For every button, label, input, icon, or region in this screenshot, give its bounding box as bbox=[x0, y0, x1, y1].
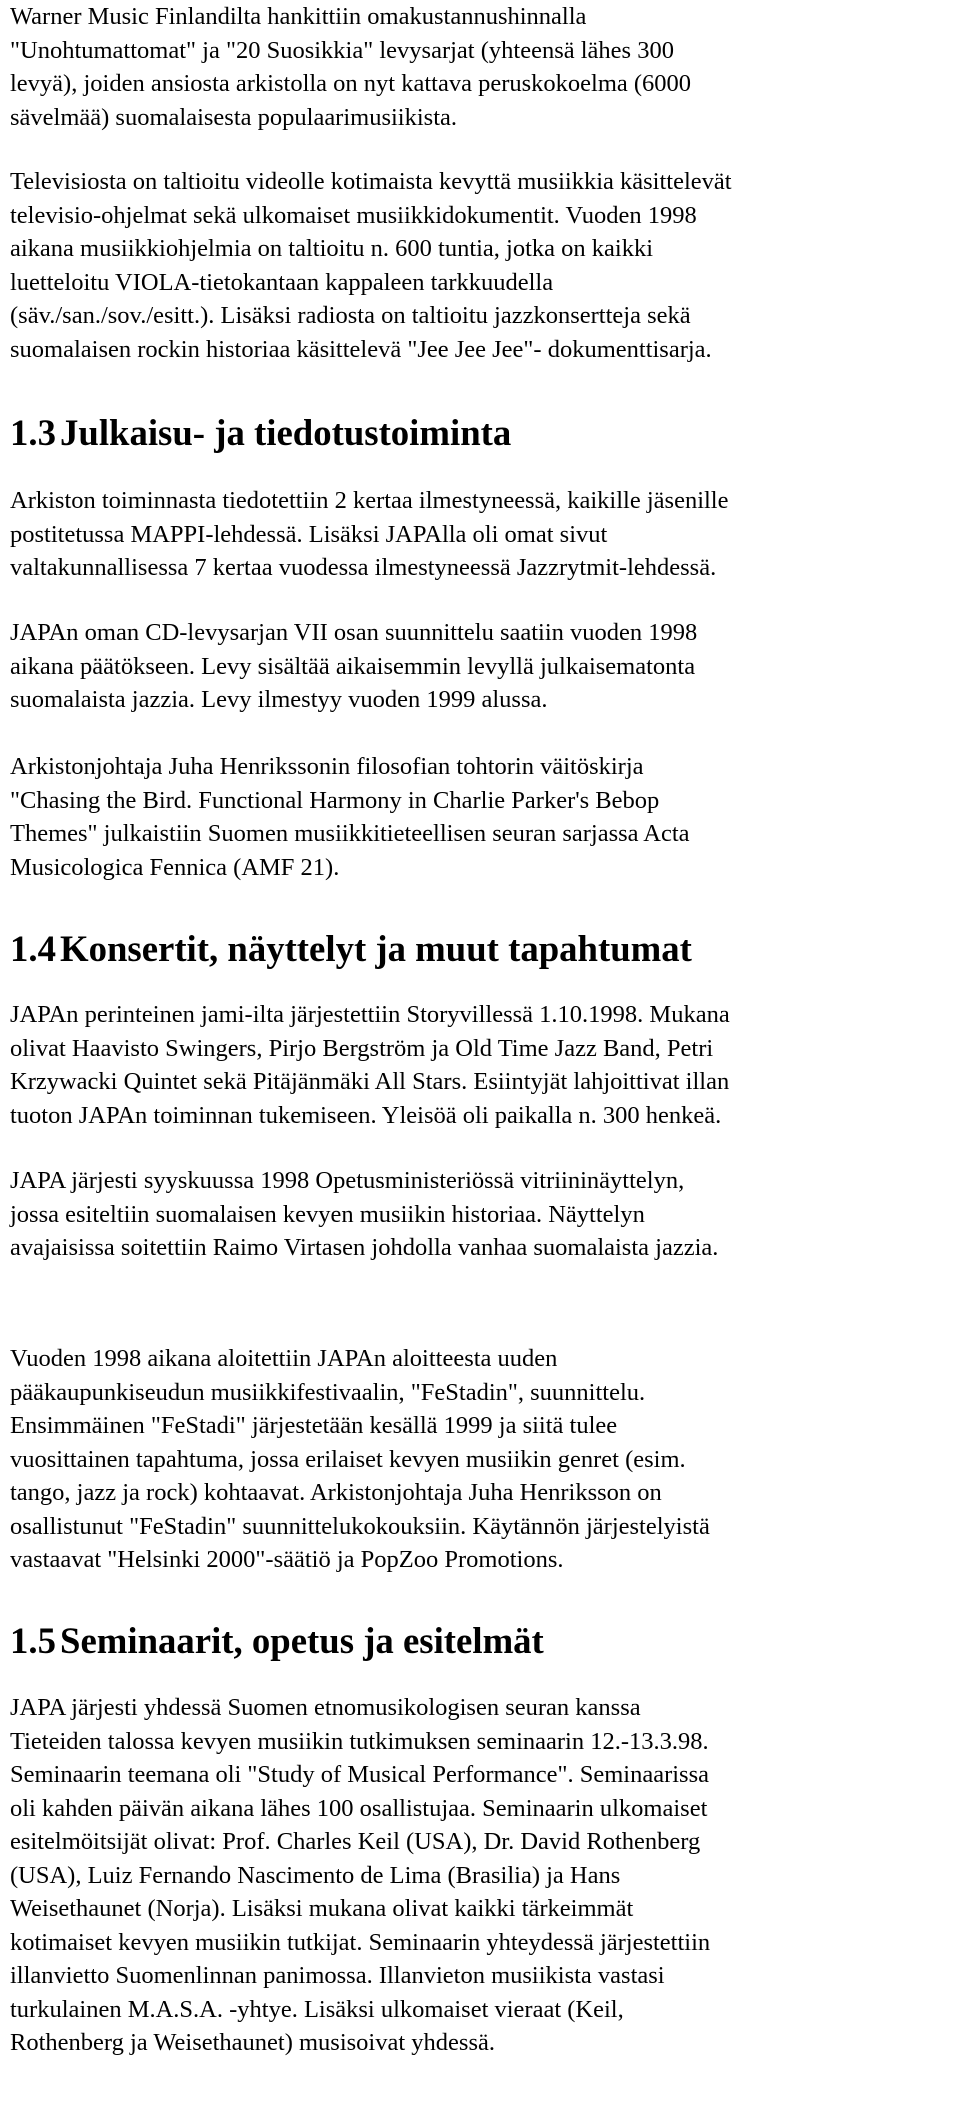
paragraph-dissertation bbox=[10, 750, 690, 884]
text-line: Krzywacki Quintet sekä Pitäjänmäki All Stars. Esiintyjät lahjoittivat illan bbox=[10, 1068, 730, 1095]
section-heading-1-5 bbox=[10, 1620, 544, 1661]
text-line: olivat Haavisto Swingers, Pirjo Bergström ja Old Time Jazz Band, Petri bbox=[10, 1034, 714, 1062]
text-line: sävelmää) suomalaisesta populaarimusiikista. bbox=[10, 103, 458, 131]
text-line: oli kahden päivän aikana lähes 100 osallistujaa. Seminaarin ulkomaiset bbox=[10, 1794, 708, 1822]
text-line: JAPA järjesti yhdessä Suomen etnomusikologisen seuran kanssa bbox=[10, 1694, 641, 1721]
text-line: Seminaarin teemana oli "Study of Musical Performance". Seminaarissa bbox=[10, 1761, 710, 1788]
section-heading-1-3 bbox=[10, 412, 512, 453]
text-line: Arkistonjohtaja Juha Henrikssonin filosofian tohtorin väitöskirja bbox=[10, 753, 644, 780]
text-line: tuoton JAPAn toiminnan tukemiseen. Yleisöä oli paikalla n. 300 henkeä. bbox=[10, 1101, 722, 1129]
paragraph-exhibition bbox=[10, 1164, 718, 1265]
text-line: aikana päätökseen. Levy sisältää aikaisemmin levyllä julkaisematonta bbox=[10, 652, 696, 680]
text-line: (säv./san./sov./esitt.). Lisäksi radiosta on taltioitu jazzkonsertteja sekä bbox=[10, 302, 691, 329]
text-line: (USA), Luiz Fernando Nascimento de Lima (Brasilia) ja Hans bbox=[10, 1861, 621, 1889]
text-line: JAPAn oman CD-levysarjan VII osan suunnittelu saatiin vuoden 1998 bbox=[10, 619, 698, 646]
section-title: Konsertit, näyttelyt ja muut tapahtumat bbox=[60, 928, 692, 969]
text-line: tango, jazz ja rock) kohtaavat. Arkistonjohtaja Juha Henriksson on bbox=[10, 1479, 662, 1506]
section-number: 1.4 bbox=[10, 928, 56, 969]
text-line: jossa esiteltiin suomalaisen kevyen musiikin historiaa. Näyttelyn bbox=[10, 1200, 645, 1228]
paragraph-television bbox=[10, 165, 732, 366]
text-line: esitelmöitsijät olivat: Prof. Charles Keil (USA), Dr. David Rothenberg bbox=[10, 1828, 701, 1855]
text-line: valtakunnallisessa 7 kertaa vuodessa ilmestyneessä Jazzrytmit-lehdessä. bbox=[10, 554, 717, 581]
text-line: Televisiosta on taltioitu videolle kotimaista kevyttä musiikkia käsittelevät bbox=[10, 168, 732, 195]
text-line: JAPA järjesti syyskuussa 1998 Opetusministeriössä vitriininäyttelyn, bbox=[10, 1167, 685, 1194]
paragraph-publicity bbox=[10, 484, 729, 585]
text-line: "Unohtumattomat" ja "20 Suosikkia" levysarjat (yhteensä lähes 300 bbox=[10, 36, 674, 64]
text-line: Rothenberg ja Weisethaunet) musisoivat yhdessä. bbox=[10, 2029, 495, 2056]
text-line: Themes" julkaistiin Suomen musiikkitieteellisen seuran sarjassa Acta bbox=[10, 820, 690, 847]
text-line: Vuoden 1998 aikana aloitettiin JAPAn aloitteesta uuden bbox=[10, 1345, 558, 1372]
text-line: aikana musiikkiohjelmia on taltioitu n. 600 tuntia, jotka on kaikki bbox=[10, 235, 654, 262]
section-title: Julkaisu- ja tiedotustoiminta bbox=[60, 412, 512, 453]
text-line: kotimaiset kevyen musiikin tutkijat. Seminaarin yhteydessä järjestettiin bbox=[10, 1928, 711, 1956]
paragraph-cd-series bbox=[10, 616, 697, 717]
text-line: JAPAn perinteinen jami-ilta järjestettiin Storyvillessä 1.10.1998. Mukana bbox=[10, 1001, 730, 1028]
text-line: vastaavat "Helsinki 2000"-säätiö ja PopZoo Promotions. bbox=[10, 1546, 564, 1573]
section-title: Seminaarit, opetus ja esitelmät bbox=[60, 1620, 544, 1661]
text-line: suomalaisen rockin historiaa käsittelevä "Jee Jee Jee"- dokumenttisarja. bbox=[10, 335, 712, 363]
text-line: avajaisissa soitettiin Raimo Virtasen johdolla vanhaa suomalaista jazzia. bbox=[10, 1234, 719, 1261]
text-line: postitetussa MAPPI-lehdessä. Lisäksi JAPAlla oli omat sivut bbox=[10, 520, 608, 548]
paragraph-festadi bbox=[10, 1342, 710, 1577]
text-line: Musicologica Fennica (AMF 21). bbox=[10, 853, 340, 881]
text-line: Warner Music Finlandilta hankittiin omakustannushinnalla bbox=[10, 3, 587, 30]
section-number: 1.3 bbox=[10, 412, 56, 453]
text-line: turkulainen M.A.S.A. -yhtye. Lisäksi ulkomaiset vieraat (Keil, bbox=[10, 1995, 624, 2023]
text-line: levyä), joiden ansiosta arkistolla on nyt kattava peruskokoelma (6000 bbox=[10, 70, 692, 97]
text-line: "Chasing the Bird. Functional Harmony in Charlie Parker's Bebop bbox=[10, 786, 660, 814]
section-heading-1-4 bbox=[10, 928, 692, 969]
text-line: vuosittainen tapahtuma, jossa erilaiset kevyen musiikin genret (esim. bbox=[10, 1445, 686, 1473]
text-line: osallistunut "FeStadin" suunnittelukokouksiin. Käytännön järjestelyistä bbox=[10, 1512, 710, 1540]
section-number: 1.5 bbox=[10, 1620, 56, 1661]
text-line: Weisethaunet (Norja). Lisäksi mukana olivat kaikki tärkeimmät bbox=[10, 1895, 634, 1922]
text-line: Ensimmäinen "FeStadi" järjestetään kesällä 1999 ja siitä tulee bbox=[10, 1412, 618, 1439]
text-line: Arkiston toiminnasta tiedotettiin 2 kertaa ilmestyneessä, kaikille jäsenille bbox=[10, 487, 729, 514]
paragraph-jam-night bbox=[10, 998, 730, 1132]
text-line: televisio-ohjelmat sekä ulkomaiset musiikkidokumentit. Vuoden 1998 bbox=[10, 201, 697, 229]
paragraph-seminar bbox=[10, 1691, 710, 2060]
text-line: pääkaupunkiseudun musiikkifestivaalin, "FeStadin", suunnittelu. bbox=[10, 1378, 646, 1406]
text-line: suomalaista jazzia. Levy ilmestyy vuoden 1999 alussa. bbox=[10, 686, 548, 713]
text-line: illanvietto Suomenlinnan panimossa. Illanvieton musiikista vastasi bbox=[10, 1962, 665, 1989]
text-line: Tieteiden talossa kevyen musiikin tutkimuksen seminaarin 12.-13.3.98. bbox=[10, 1727, 709, 1755]
text-line: luetteloitu VIOLA-tietokantaan kappaleen tarkkuudella bbox=[10, 268, 554, 296]
paragraph-warner-music bbox=[10, 0, 691, 134]
